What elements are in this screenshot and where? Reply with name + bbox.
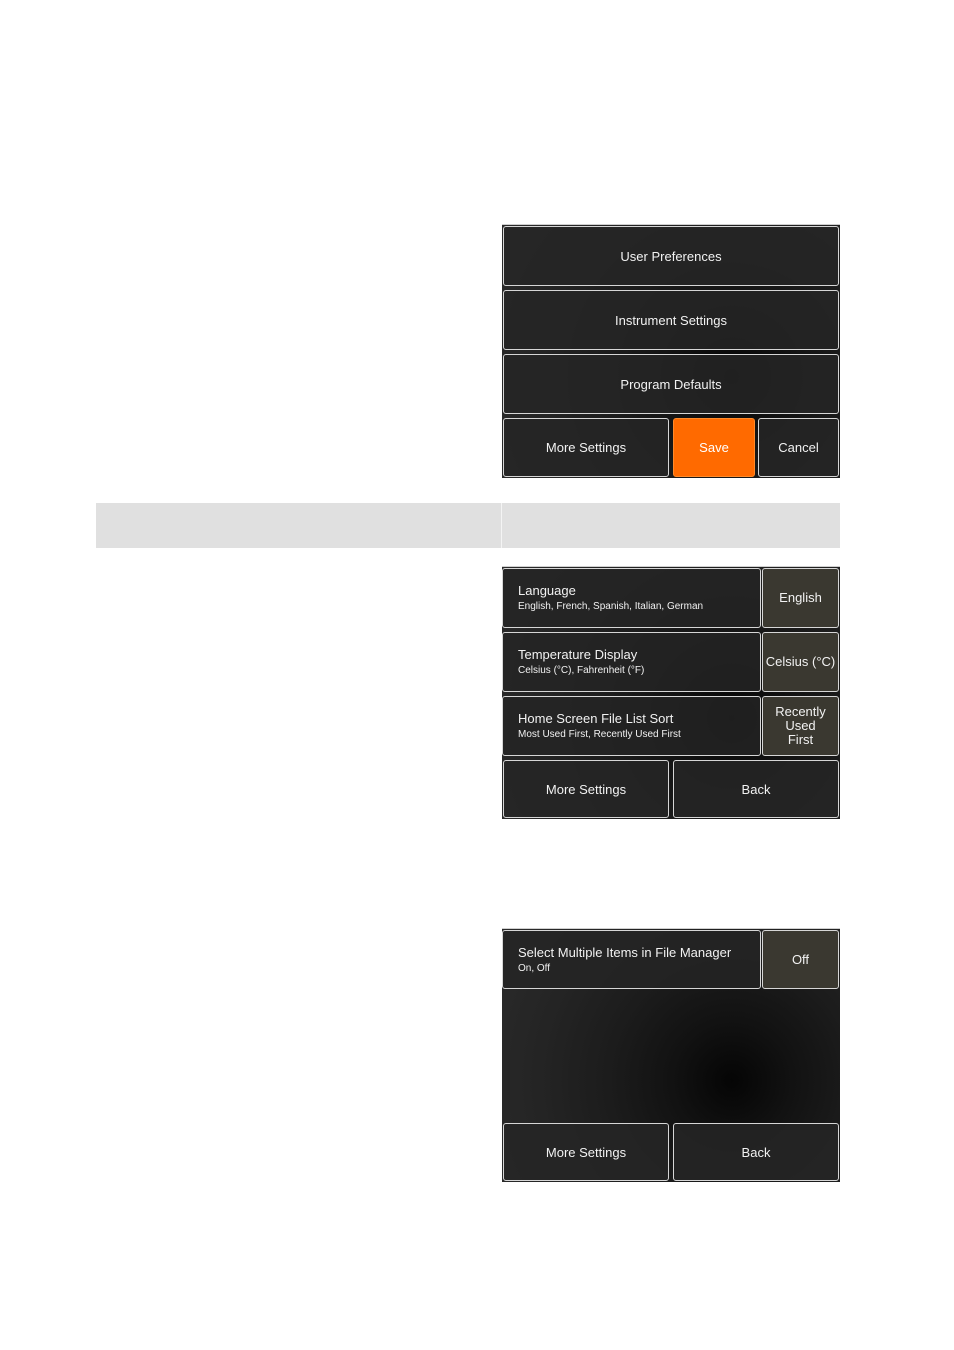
file-list-sort-row <box>502 696 761 756</box>
temperature-display-row <box>502 632 761 692</box>
program-defaults-button[interactable]: Program Defaults <box>503 354 839 414</box>
file-list-sort-title: Home Screen File List Sort <box>518 711 674 726</box>
more-settings-button[interactable]: More Settings <box>503 760 669 818</box>
select-multiple-row <box>502 930 761 989</box>
user-preferences-button[interactable]: User Preferences <box>503 226 839 286</box>
select-multiple-options: On, Off <box>518 963 551 974</box>
file-manager-settings-screen <box>502 928 840 1182</box>
instrument-settings-button[interactable]: Instrument Settings <box>503 290 839 350</box>
language-value-button[interactable]: English <box>762 568 839 628</box>
temperature-display-value-button[interactable]: Celsius (°C) <box>762 632 839 692</box>
language-options: English, French, Spanish, Italian, German <box>518 601 704 612</box>
file-list-sort-options: Most Used First, Recently Used First <box>518 729 681 740</box>
file-list-sort-value-button[interactable]: Recently Used First <box>762 696 839 756</box>
language-title: Language <box>518 583 576 598</box>
section-separator-bar <box>96 503 840 548</box>
select-multiple-value-button[interactable]: Off <box>762 930 839 989</box>
more-settings-button[interactable]: More Settings <box>503 418 669 477</box>
back-button[interactable]: Back <box>673 760 839 818</box>
settings-menu-screen <box>502 224 840 478</box>
separator-divider <box>501 503 502 548</box>
temperature-display-title: Temperature Display <box>518 647 638 662</box>
more-settings-button[interactable]: More Settings <box>503 1123 669 1181</box>
language-row <box>502 568 761 628</box>
temperature-display-options: Celsius (°C), Fahrenheit (°F) <box>518 665 645 676</box>
select-multiple-title: Select Multiple Items in File Manager <box>518 945 732 960</box>
back-button[interactable]: Back <box>673 1123 839 1181</box>
cancel-button[interactable]: Cancel <box>758 418 839 477</box>
save-button[interactable]: Save <box>673 418 755 477</box>
user-preferences-screen <box>502 566 840 819</box>
